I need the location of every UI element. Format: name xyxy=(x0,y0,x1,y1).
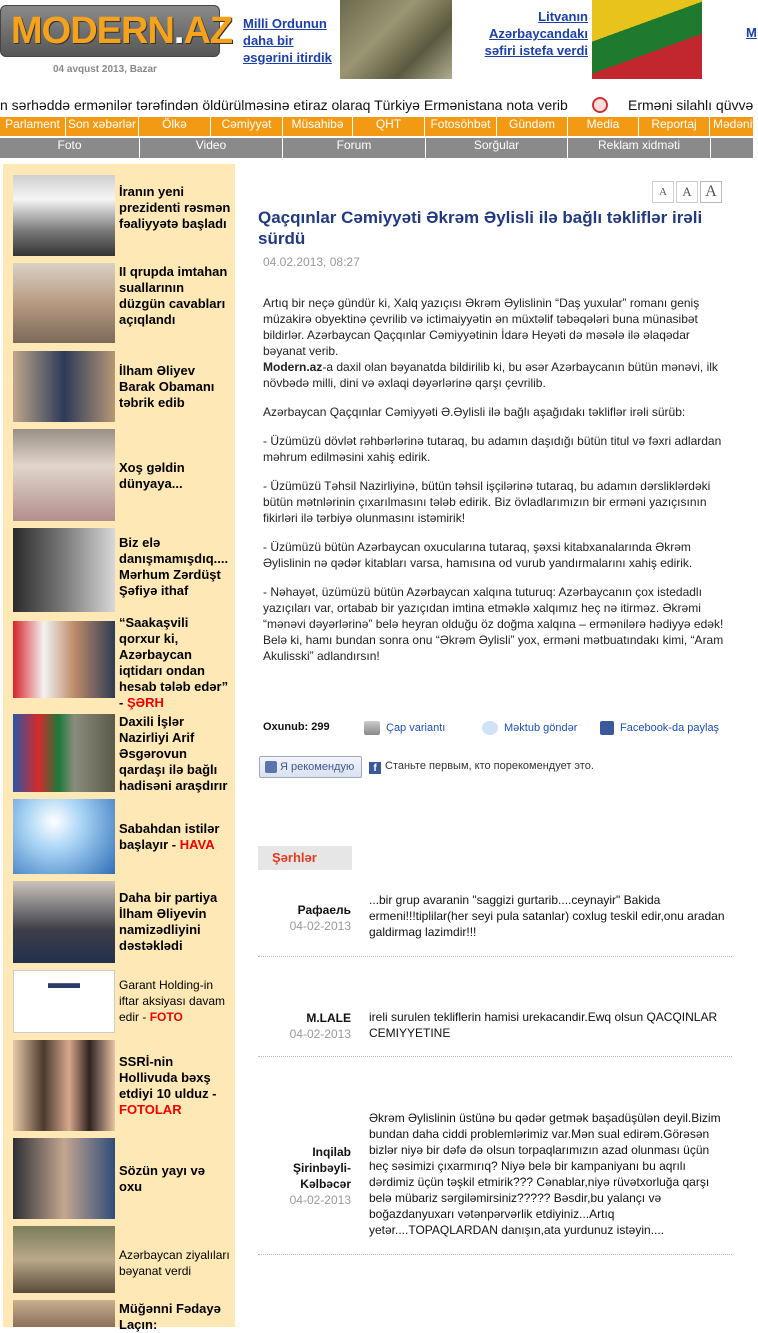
comment-item xyxy=(258,885,732,957)
nav-item[interactable]: Foto xyxy=(0,138,140,158)
font-size-controls xyxy=(650,181,722,203)
header-teaser-link[interactable]: Litvanın Azərbaycandakı səfiri istefa verdi xyxy=(484,9,588,58)
article-body xyxy=(263,295,725,664)
teaser-photo-soldier[interactable] xyxy=(340,0,452,79)
printer-icon xyxy=(364,721,380,735)
nav-item[interactable]: QHT xyxy=(353,117,425,136)
article-actions xyxy=(263,721,733,737)
news-headline-text: Sabahdan istilər başlayır - xyxy=(119,821,220,852)
news-thumbnail[interactable] xyxy=(13,799,115,874)
news-thumbnail[interactable] xyxy=(13,263,115,343)
article-date: 04.02.2013, 08:27 xyxy=(263,255,360,269)
news-thumbnail[interactable] xyxy=(13,881,115,963)
nav-item[interactable]: Sorğular xyxy=(426,138,568,158)
comment-text: ...bir grup avaranin "saggizi gurtarib....ceynayir" Bakida ermeni!!!tiplilar(her seyi pula satanlar) coxlug teskil edir,onu aradan galdirmag lazimdir!!! xyxy=(369,893,725,939)
news-headline[interactable]: Daxili İşlər Nazirliyi Arif Əsgərovun qardaşı ilə bağlı hadisəni araşdırır xyxy=(119,714,228,793)
sidebar-news xyxy=(3,164,235,1332)
news-headline[interactable]: İlham Əliyev Barak Obamanı təbrik edib xyxy=(119,363,215,410)
secondary-nav xyxy=(0,138,753,158)
news-thumbnail[interactable] xyxy=(13,351,115,422)
news-tag: FOTO xyxy=(149,1010,183,1024)
nav-item[interactable]: Reportaj xyxy=(639,117,710,136)
comment-item xyxy=(258,1100,732,1255)
nav-item[interactable]: Son xəbərlər xyxy=(66,117,139,136)
news-thumbnail[interactable] xyxy=(13,175,115,256)
article-paragraph: Azərbaycan Qaçqınlar Cəmiyyəti Ə.Əylisli ilə bağlı aşağıdakı təkliflər irəli sürüb: xyxy=(263,405,686,419)
news-headline[interactable] xyxy=(119,615,231,711)
comment-date: 04-02-2013 xyxy=(289,1193,351,1207)
ticker-item[interactable]: n sərhəddə ermənilər tərəfindən öldürülməsinə etiraz olaraq Türkiyə Ermənistana nota verib xyxy=(0,97,568,113)
news-thumbnail[interactable] xyxy=(13,1138,115,1219)
facebook-share-link[interactable] xyxy=(600,721,719,735)
facebook-icon xyxy=(600,721,614,735)
news-thumbnail[interactable] xyxy=(13,970,115,1033)
article-paragraph-text: -a daxil olan bəyanatda bildirilib ki, bu əsər Azərbaycanın bütün mənəvi, ilk növbədə milli, dini və əxlaqi dəyərlərinə qarşı çevrilib. xyxy=(263,360,718,390)
news-thumbnail[interactable] xyxy=(13,1226,115,1293)
nav-item[interactable]: Gündəm xyxy=(497,117,568,136)
news-thumbnail[interactable] xyxy=(13,429,115,521)
header-teaser-link[interactable]: M xyxy=(746,25,757,40)
news-thumbnail[interactable] xyxy=(13,1040,115,1131)
comment-author: M.LALE xyxy=(306,1011,351,1025)
nav-item[interactable]: Video xyxy=(140,138,283,158)
nav-item[interactable]: Mədəniy xyxy=(713,117,758,131)
news-ticker xyxy=(0,91,753,119)
facebook-recommend xyxy=(259,756,729,778)
read-count: Oxunub: 299 xyxy=(263,721,330,733)
news-headline[interactable]: II qrupda imtahan suallarının düzgün cavabları açıqlandı xyxy=(119,264,228,327)
garant-logo-icon: ▬▬ xyxy=(48,975,80,992)
comment-date: 04-02-2013 xyxy=(289,919,351,933)
news-tag: FOTOLAR xyxy=(119,1102,182,1117)
news-headline[interactable] xyxy=(119,821,231,853)
teaser-photo-flag[interactable] xyxy=(592,0,702,79)
news-headline[interactable]: Sözün yayı və oxu xyxy=(119,1163,205,1194)
ticker-item[interactable]: Erməni silahlı qüvvə xyxy=(628,97,754,113)
share-label: Facebook-da paylaş xyxy=(620,721,720,734)
ticker-separator-icon xyxy=(592,97,608,113)
primary-nav xyxy=(0,117,758,136)
header-date: 04 avqust 2013, Bazar xyxy=(53,64,157,75)
recommend-text: f Станьте первым, кто порекомендует это. xyxy=(369,760,594,774)
news-headline[interactable] xyxy=(119,977,231,1025)
nav-item[interactable]: Reklam xidməti xyxy=(568,138,711,158)
nav-item[interactable]: Müsahibə xyxy=(283,117,353,136)
nav-item[interactable]: Forum xyxy=(283,138,426,158)
article-source-bold: Modern.az xyxy=(263,360,323,374)
mail-icon xyxy=(482,721,498,735)
comments-heading: Şərhlər xyxy=(258,846,352,870)
comment-author: Рафаель xyxy=(297,903,351,917)
print-label: Çap variantı xyxy=(386,721,446,734)
article-title: Qaçqınlar Cəmiyyəti Əkrəm Əylisli ilə bağlı təkliflər irəli sürdü xyxy=(258,208,703,248)
news-headline[interactable]: Müğənni Fədayə Laçın: xyxy=(119,1301,221,1332)
header-teaser-link[interactable]: Milli Ordunun daha bir əsgərini itirdik xyxy=(243,16,332,65)
comment-date: 04-02-2013 xyxy=(289,1027,351,1041)
article-paragraph: - Üzümüzü dövlət rəhbərlərinə tutaraq, bu adamın daşıdığı bütün titul və fəxri adlardan məhrum edilməsini xahiş edirik. xyxy=(263,434,722,464)
news-tag: ŞƏRH xyxy=(126,695,164,710)
comment-text: Əkrəm Əylislinin üstünə bu qədər getmək başadüşülən deyil.Bizim bundan daha ciddi problemlərimiz var.Mən sual edirəm.Görəsən bizlər niyə bir dəfə də olsun torpaqlarımızın azad olunması üçün heç səsimizi çıxarmırıq? Niyə belə bir kampaniyanı bu aqrılı dərdimiz üçün təşkil etmirik??? Cənablar,niyə rüvətxorluğa qarşı belə mübariz sərgiləmirsiniz????? Bəsdir,bu yalançı və boğazdanyuxarı vətənpərvərlik etdiyiniz...Artıq yetər....TOPAQLARDAN danışın,ata yurdunuz istəyin.... xyxy=(369,1111,721,1237)
article-paragraph: - Üzümüzü Təhsil Nazirliyinə, bütün təhsil işçilərinə tutaraq, bu adamın dərsliklərdəki bütün mətnlərinin çıxarılmasını tələb edirik. Biz övladlarımızın bir erməni yazıçısının fikirləri ilə tərbiyə olunmasını istəmirik! xyxy=(263,479,711,525)
comment-text: ireli surulen tekliflerin hamisi urekacandir.Ewq olsun QACQINLAR CEMIYYETINE xyxy=(369,1010,718,1040)
news-tag: HAVA xyxy=(179,837,215,852)
mail-link[interactable] xyxy=(482,721,577,735)
article-paragraph: - Üzümüzü bütün Azərbaycan oxucularına tutaraq, şəxsi kitabxanalarında Əkrəm Əylislinin nə qədər kitabları varsa, hamısına od vurub yandırmalarını xahiş edirik. xyxy=(263,540,693,570)
news-headline-text: “Saakaşvili qorxur ki, Azərbaycan iqtidarı ondan hesab tələb edər” - xyxy=(119,615,229,710)
nav-item[interactable]: Media xyxy=(568,117,639,136)
nav-item[interactable]: Fotosöhbət xyxy=(425,117,497,136)
font-size-large-button[interactable]: A xyxy=(700,181,722,203)
news-thumbnail[interactable] xyxy=(13,1300,115,1327)
nav-item[interactable]: Ölkə xyxy=(139,117,211,136)
news-headline-text: Garant Holding-in iftar aksiyası davam edir - xyxy=(119,978,226,1024)
news-thumbnail[interactable] xyxy=(13,528,115,612)
nav-item-spacer xyxy=(711,138,753,158)
article-paragraph: - Nəhayət, üzümüzü bütün Azərbaycan xalqına tuturuq: Azərbaycanın çox istedadlı yazıçıları var, ortabab bir yazıçıdan imtina etməklə xalqımız heç nə itirməz. Əkrəmi “mənəvi dəyərlərinə” belə heyran olduğu öz doğma xalqına – ermənilərə hədiyyə edək! Belə ki, hamı bundan sonra onu “Əkrəm Əylisli” yox, erməni mətbuatındakı kimi, “Aram Akulisski” adlandırsın! xyxy=(263,585,724,663)
news-thumbnail[interactable] xyxy=(13,714,115,792)
logo-tld: AZ xyxy=(183,10,233,52)
article-paragraph: Artıq bir neçə gündür ki, Xalq yazıçısı Əkrəm Əylislinin “Daş yuxular” romanı geniş müzakirə obyektinə çevrilib və ictimaiyyətin ən müxtəlif təbəqələri buna münasibət bildirlər. Azərbaycan Qaçqınlar Cəmiyyətinin İdarə Heyəti də məsələ ilə əlaqədar bəyanat verib. xyxy=(263,296,700,358)
nav-item[interactable]: Parlament xyxy=(0,117,66,136)
news-headline[interactable]: Azərbaycan ziyalıları bəyanat verdi xyxy=(119,1248,230,1278)
print-link[interactable] xyxy=(364,721,445,735)
logo-dot: . xyxy=(173,10,184,52)
site-logo[interactable] xyxy=(0,5,233,57)
mail-label: Məktub göndər xyxy=(504,721,578,734)
comment-author: Inqilab Şirinbəyli-Kəlbəcər xyxy=(292,1145,351,1191)
news-headline[interactable]: Daha bir partiya İlham Əliyevin namizədliyini dəstəklədi xyxy=(119,890,218,953)
news-headline[interactable]: Xoş gəldin dünyaya... xyxy=(119,460,185,491)
news-headline[interactable]: Biz elə danışmamışdıq.... Mərhum Zərdüşt Şəfiyə ithaf xyxy=(119,535,229,598)
font-size-small-button[interactable]: A xyxy=(652,181,674,203)
nav-item[interactable]: Cəmiyyət xyxy=(211,117,283,136)
comment-item xyxy=(258,1000,732,1057)
news-thumbnail[interactable] xyxy=(13,621,115,698)
news-headline[interactable]: İranın yeni prezidenti rəsmən fəaliyyətə başladı xyxy=(119,184,231,231)
news-headline-text: SSRİ-nin Hollivuda bəxş etdiyi 10 ulduz - xyxy=(119,1054,217,1101)
news-headline[interactable] xyxy=(119,1054,231,1118)
logo-main: MODERN xyxy=(11,10,174,52)
recommend-button[interactable]: Я рекомендую xyxy=(259,756,362,778)
font-size-medium-button[interactable]: A xyxy=(676,181,698,203)
article-paragraph xyxy=(263,359,725,391)
